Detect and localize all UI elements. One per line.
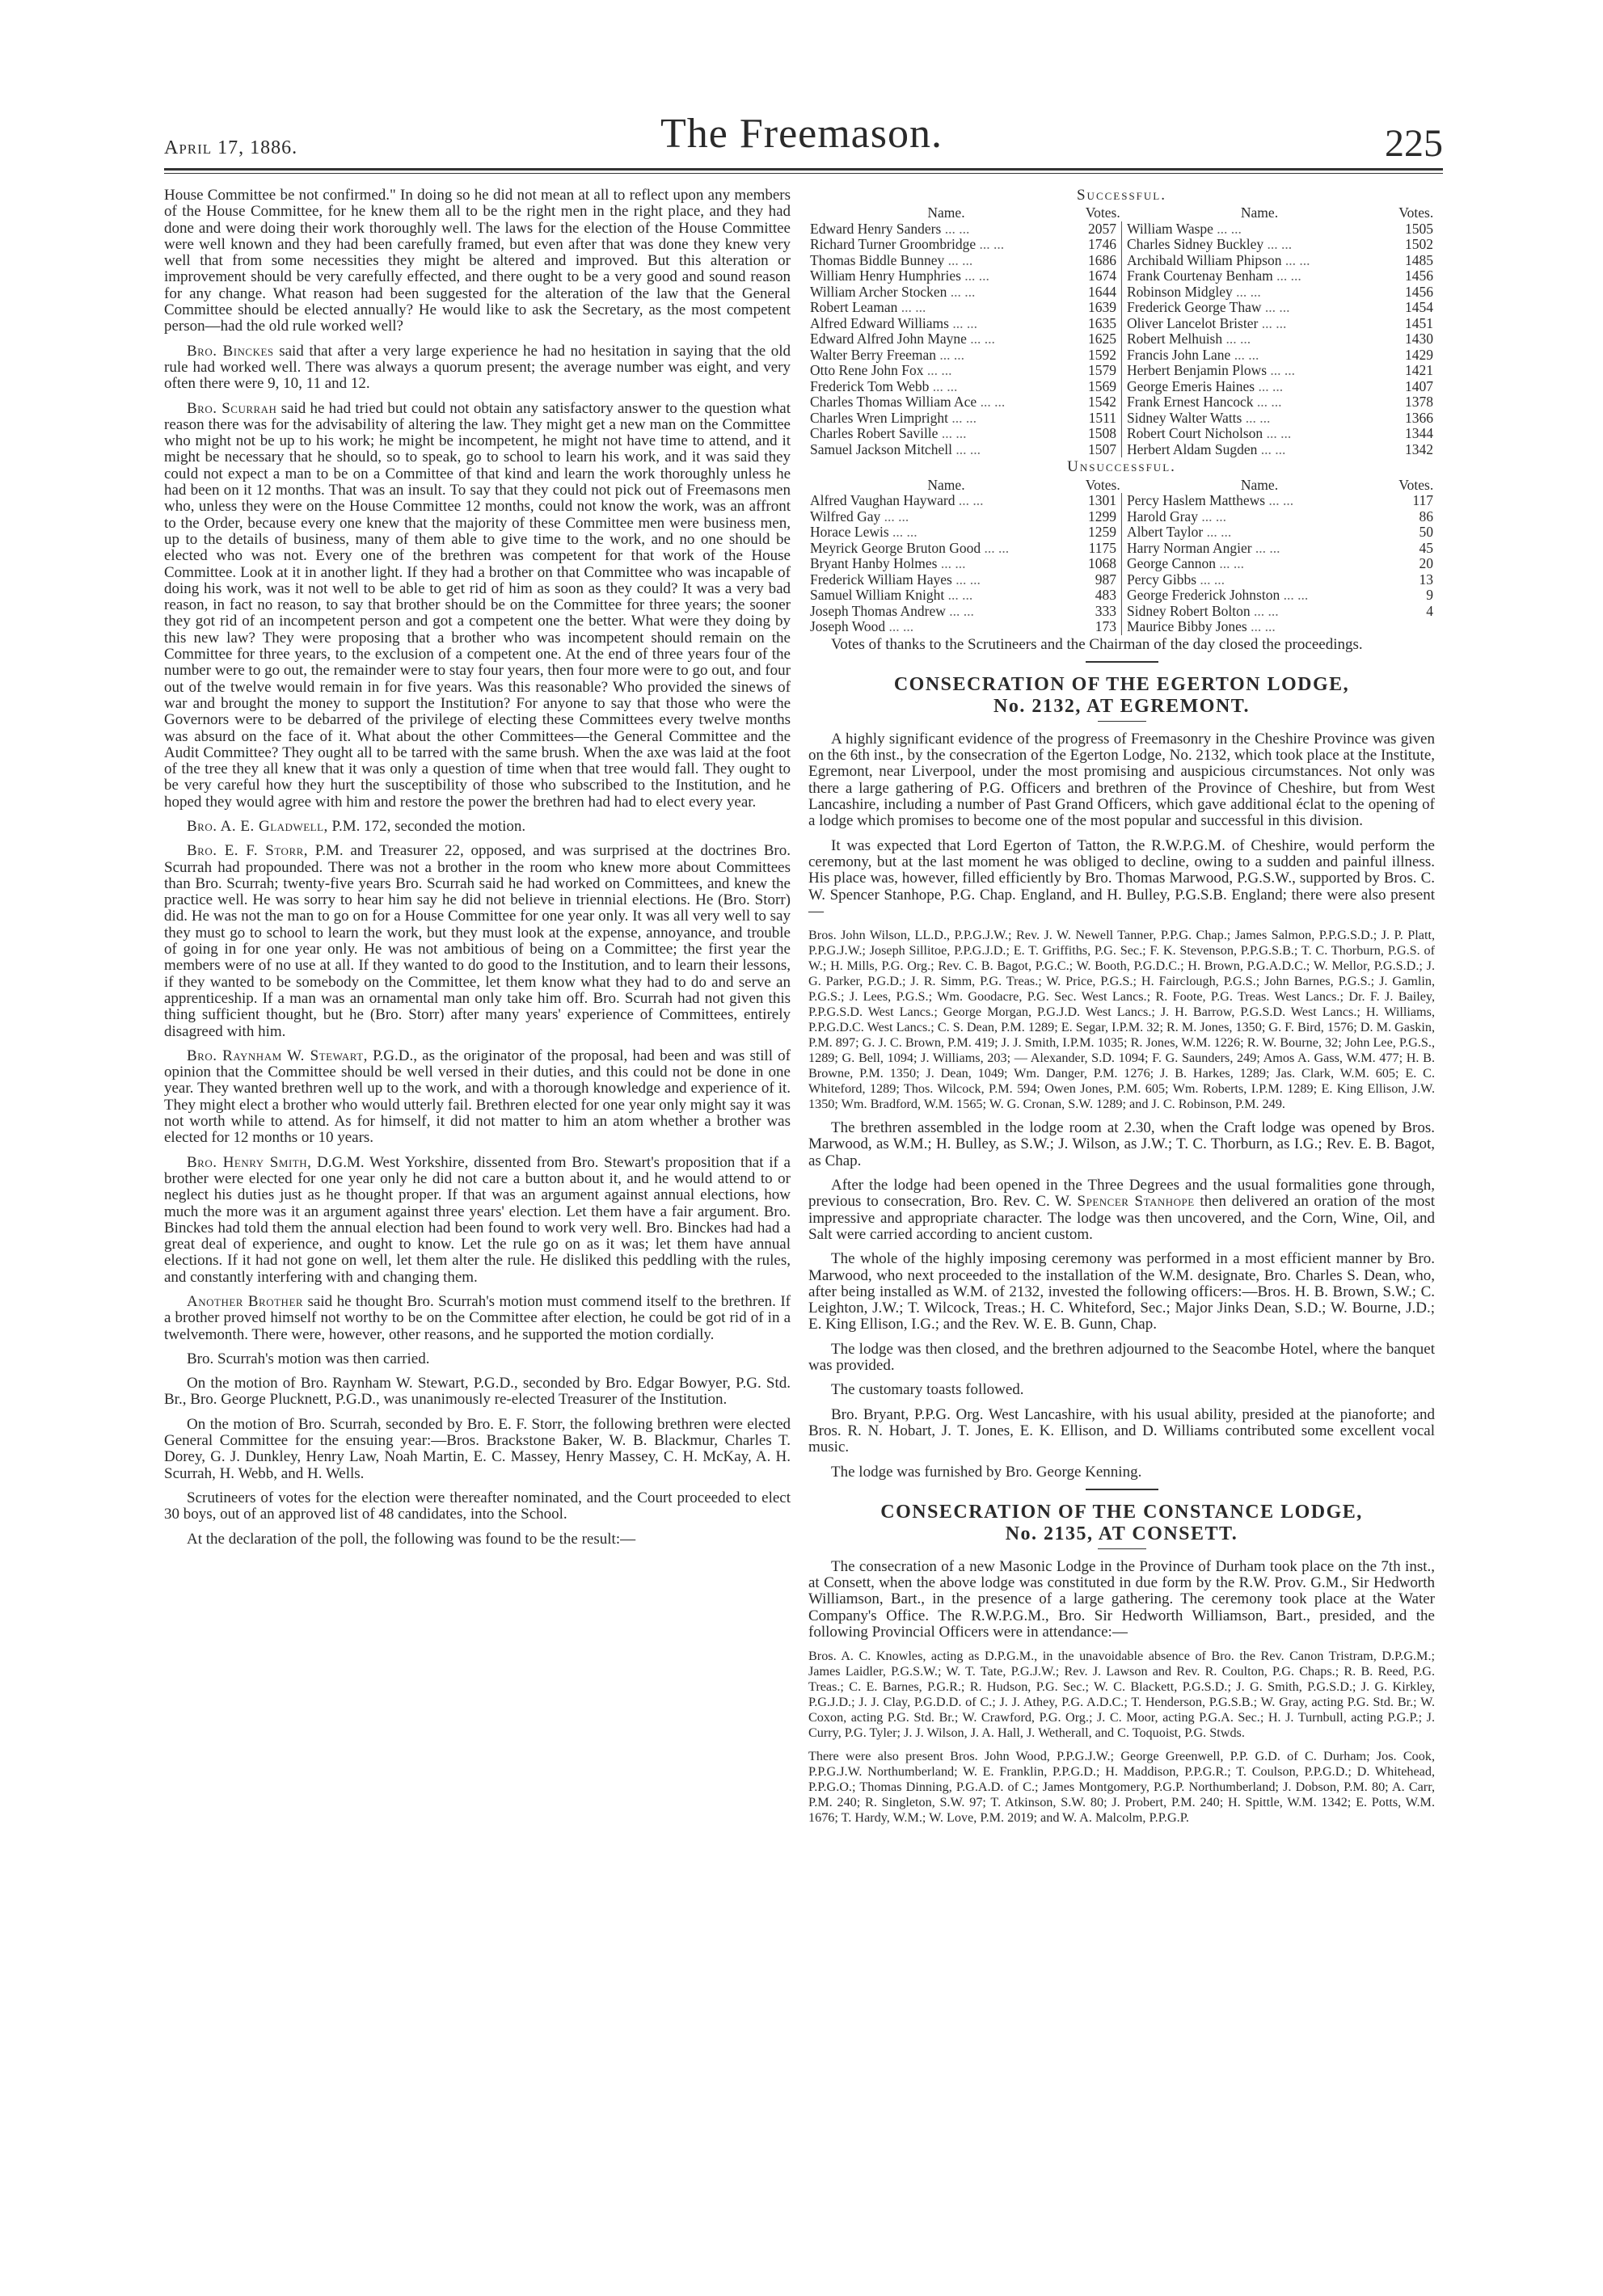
table-row xyxy=(808,237,1435,253)
candidate-name: Otto Rene John Fox ... ... xyxy=(808,363,1084,379)
vote-count: 1454 xyxy=(1405,299,1433,316)
candidate-name: Oliver Lancelot Brister ... ... xyxy=(1122,316,1398,332)
vote-count: 1644 xyxy=(1084,284,1122,301)
table-row xyxy=(808,379,1435,395)
candidate-name: Samuel William Knight ... ... xyxy=(808,588,1084,604)
paragraph: It was expected that Lord Egerton of Tatton, the R.W.P.G.M. of Cheshire, would perform the ceremony, but at the last moment he was obliged to decline, owing to a sudden and painful illness. His place was, however, filled efficiently by Bro. Thomas Marwood, P.G.S.W., supported by Bros. C. W. Spencer Stanhope, P.G. Chap. England, and H. Bulley, P.G.S.B. England; there were also present — xyxy=(808,836,1435,920)
table-row xyxy=(808,619,1435,635)
page-number: 225 xyxy=(1385,122,1443,165)
candidate-name: Frederick Tom Webb ... ... xyxy=(808,379,1084,395)
vote-count: 1746 xyxy=(1084,237,1122,253)
paragraph xyxy=(164,343,791,393)
candidate-name: Wilfred Gay ... ... xyxy=(808,509,1084,525)
table-row xyxy=(808,331,1435,348)
paragraph xyxy=(164,843,791,1040)
paragraph: The consecration of a new Masonic Lodge in the Province of Durham took place on the 7th inst., at Consett, when the above lodge was constituted in due form by the R.W. Prov. G.M., Sir Hedworth Williamson, Bart., in the presence of a large gathering. The ceremony took place at the Water Company's Office. The R.W.P.G.M., Bro. Sir Hedworth Williamson, Bart., presided, and the following Provincial Officers were in attendance:— xyxy=(808,1557,1435,1641)
vote-count: 173 xyxy=(1084,619,1122,635)
table-row xyxy=(808,556,1435,572)
candidate-name: Robert Melhuish ... ... xyxy=(1122,331,1398,348)
table-row xyxy=(808,509,1435,525)
vote-count: 1485 xyxy=(1405,251,1433,268)
candidate-name: George Cannon ... ... xyxy=(1122,556,1398,572)
table-row xyxy=(808,411,1435,427)
vote-count: 1569 xyxy=(1084,379,1122,395)
paragraph xyxy=(164,1417,791,1482)
candidate-name: Sidney Robert Bolton ... ... xyxy=(1122,604,1398,620)
vote-count: 1542 xyxy=(1084,394,1122,411)
paragraph-text: P.M. 172, seconded the motion. xyxy=(331,817,526,835)
vote-count: 2057 xyxy=(1084,221,1122,238)
successful-table-body xyxy=(808,221,1435,458)
vote-count: 1456 xyxy=(1405,268,1433,284)
vote-count: 4 xyxy=(1426,602,1433,619)
vote-count: 1635 xyxy=(1084,316,1122,332)
candidate-name: Frank Ernest Hancock ... ... xyxy=(1122,394,1398,411)
unsuccessful-table xyxy=(808,478,1435,635)
unsuccessful-table-body xyxy=(808,493,1435,635)
paragraph-text: said he thought Bro. Scurrah's motion must commend itself to the brethren. If a brother proved himself not worthy to be on the Committee after election, he could be got rid of in a twelvemonth. There were, however, other reasons, and he supported the motion cordially. xyxy=(164,1293,791,1343)
candidate-name: Walter Berry Freeman ... ... xyxy=(808,348,1084,364)
vote-count: 1451 xyxy=(1405,314,1433,331)
candidate-name: William Waspe ... ... xyxy=(1122,221,1398,238)
candidate-name: Frederick George Thaw ... ... xyxy=(1122,300,1398,316)
column-header: Name. xyxy=(927,476,965,493)
candidate-name: Harry Norman Angier ... ... xyxy=(1122,541,1398,557)
candidate-name: Horace Lewis ... ... xyxy=(808,524,1084,541)
heading-line: No. 2135, AT CONSETT. xyxy=(1005,1523,1238,1544)
candidate-name: Robert Leaman ... ... xyxy=(808,300,1084,316)
paragraph xyxy=(164,1048,791,1147)
candidate-name: Charles Sidney Buckley ... ... xyxy=(1122,237,1398,253)
paragraph: The lodge was furnished by Bro. George Kenning. xyxy=(831,1463,1142,1481)
vote-count: 1456 xyxy=(1405,283,1433,300)
speaker-name: Another Brother xyxy=(187,1293,304,1310)
motion-intro: On the motion of Bro. Raynham W. Stewart, xyxy=(187,1375,469,1392)
paragraph-text: P.G.D., as the originator of the proposal, had been and was still of opinion that the Committee should be well versed in their duties, and this could not be done in one year. They wanted brethren well up to the work, and with a thorough knowledge and experience of it. They might elect a brother who would utterly fail. Brethren elected for one year only might say it was not worth while to attend. As for himself, it did not matter to him an atom whether a brother was elected for 12 months or 10 years. xyxy=(164,1047,791,1147)
vote-count: 1430 xyxy=(1405,331,1433,348)
column-header: Votes. xyxy=(1085,204,1120,221)
candidate-name: George Frederick Johnston ... ... xyxy=(1122,588,1398,604)
candidate-name: Edward Alfred John Mayne ... ... xyxy=(808,331,1084,348)
speaker-name: Bro. Scurrah xyxy=(187,399,277,417)
heading-divider xyxy=(1098,1548,1146,1549)
table-header-row xyxy=(808,205,1435,221)
candidate-name: Robert Court Nicholson ... ... xyxy=(1122,426,1398,442)
vote-count: 1342 xyxy=(1405,440,1433,457)
successful-heading: Successful. xyxy=(1076,187,1166,204)
speaker-name: Bro. Henry Smith, xyxy=(187,1153,312,1171)
vote-count: 86 xyxy=(1419,508,1433,524)
candidate-name: Percy Gibbs ... ... xyxy=(1122,572,1398,588)
candidate-name: Sidney Walter Watts ... ... xyxy=(1122,411,1398,427)
paragraph-text: said that after a very large experience he had no hesitation in saying that the old rule had worked well. There was always a quorum present; the average number was eight, and very often there were 9, 10, 11 and 12. xyxy=(164,342,791,393)
table-row xyxy=(808,588,1435,604)
paragraph: The brethren assembled in the lodge room at 2.30, when the Craft lodge was opened by Bros. Marwood, as W.M.; H. Bulley, as S.W.; J. Wilson, as J.W.; T. C. Thorburn, as I.G.; Rev. E. B. Bagot, as Chap. xyxy=(808,1119,1435,1169)
masthead-rule-thick xyxy=(164,168,1443,171)
column-header: Name. xyxy=(1240,476,1279,493)
vote-count: 117 xyxy=(1412,492,1433,509)
candidate-name: Alfred Edward Williams ... ... xyxy=(808,316,1084,332)
vote-count: 1299 xyxy=(1084,509,1122,525)
candidate-name: Meyrick George Bruton Good ... ... xyxy=(808,541,1084,557)
vote-count: 45 xyxy=(1419,539,1433,556)
column-header: Name. xyxy=(1240,204,1279,221)
candidate-name: Frank Courtenay Benham ... ... xyxy=(1122,268,1398,284)
successful-table xyxy=(808,205,1435,457)
vote-count: 1366 xyxy=(1405,409,1433,426)
paragraph xyxy=(164,1375,791,1409)
table-row xyxy=(808,524,1435,541)
paragraph xyxy=(164,401,791,811)
table-row xyxy=(808,316,1435,332)
table-row xyxy=(808,363,1435,379)
heading-line: No. 2132, AT EGREMONT. xyxy=(993,695,1251,717)
table-row xyxy=(808,604,1435,620)
speaker-name: Bro. A. E. Gladwell, xyxy=(187,817,328,835)
table-row xyxy=(808,300,1435,316)
table-row xyxy=(808,493,1435,509)
column-header: Votes. xyxy=(1398,204,1434,221)
vote-count: 1579 xyxy=(1084,363,1122,379)
paragraph-text: seconded by Bro. E. F. Storr, the following brethren were elected General Committee for the ensuing year:—Bros. Brackstone Baker, W. B. Blackmur, Charles T. Dorey, G. J. Dunkley, Henry Law, Noah Martin, E. C. Massey, Henry Massey, C. H. McKay, A. H. Scurrah, H. Webb, and H. Wells. xyxy=(164,1415,791,1482)
vote-count: 1686 xyxy=(1084,253,1122,269)
vote-count: 1421 xyxy=(1405,362,1433,379)
right-column xyxy=(808,187,1435,1834)
candidate-name: Edward Henry Sanders ... ... xyxy=(808,221,1084,238)
candidate-name: Charles Robert Saville ... ... xyxy=(808,426,1084,442)
table-row xyxy=(808,284,1435,301)
candidate-name: Thomas Biddle Bunney ... ... xyxy=(808,253,1084,269)
paragraph: A highly significant evidence of the progress of Freemasonry in the Cheshire Province was given on the 6th inst., by the consecration of the Egerton Lodge, No. 2132, which took place at the Institute, Egremont, near Liverpool, under the most promising and auspicious circumstances. Not only was there a large gathering of P.G. Officers and brethren of the Province of Cheshire, but from West Lancashire, including a number of Past Grand Officers, which gave additional éclat to the opening of a lodge which promises to become one of the most popular and successful in this division. xyxy=(808,730,1435,830)
candidate-name: Samuel Jackson Mitchell ... ... xyxy=(808,442,1084,458)
candidate-name: Alfred Vaughan Hayward ... ... xyxy=(808,493,1084,509)
candidate-name: Herbert Benjamin Plows ... ... xyxy=(1122,363,1398,379)
vote-count: 1175 xyxy=(1084,541,1122,557)
candidate-name: Bryant Hanby Holmes ... ... xyxy=(808,556,1084,572)
paragraph: The lodge was then closed, and the brethren adjourned to the Seacombe Hotel, where the banquet was provided. xyxy=(808,1340,1435,1375)
candidate-name: Percy Haslem Matthews ... ... xyxy=(1122,493,1398,509)
table-row xyxy=(808,348,1435,364)
vote-count xyxy=(1398,619,1436,635)
vote-count: 987 xyxy=(1084,572,1122,588)
vote-count: 1344 xyxy=(1405,425,1433,442)
vote-count: 9 xyxy=(1426,587,1433,604)
vote-count: 1625 xyxy=(1084,331,1122,348)
vote-count: 1592 xyxy=(1084,348,1122,364)
vote-count: 1511 xyxy=(1084,411,1122,427)
candidate-name: Richard Turner Groombridge ... ... xyxy=(808,237,1084,253)
candidate-name: Herbert Aldam Sugden ... ... xyxy=(1122,442,1398,458)
article-heading xyxy=(808,1502,1435,1545)
vote-count: 333 xyxy=(1084,604,1122,620)
speaker-name: Bro. Binckes xyxy=(187,342,274,360)
candidate-name: Maurice Bibby Jones ... ... xyxy=(1122,619,1398,635)
speaker-name: Spencer Stanhope xyxy=(1077,1193,1195,1211)
candidate-name: Joseph Thomas Andrew ... ... xyxy=(808,604,1084,620)
table-row xyxy=(808,426,1435,442)
paragraph xyxy=(164,1294,791,1343)
paragraph: The customary toasts followed. xyxy=(831,1381,1024,1399)
vote-count: 50 xyxy=(1419,524,1433,541)
table-row xyxy=(808,394,1435,411)
section-divider xyxy=(1086,661,1158,663)
vote-count: 1639 xyxy=(1084,300,1122,316)
vote-count: 1068 xyxy=(1084,556,1122,572)
unsuccessful-heading: Unsuccessful. xyxy=(1067,458,1176,476)
vote-count: 1507 xyxy=(1084,442,1122,458)
table-row xyxy=(808,442,1435,458)
candidate-name: William Archer Stocken ... ... xyxy=(808,284,1084,301)
paragraph-text: then delivered an oration of the most impressive and appropriate character. The lodge was then uncovered, and the Corn, Wine, Oil, and Salt were carried according to ancient custom. xyxy=(808,1193,1436,1243)
paragraph-text: D.G.M. West Yorkshire, dissented from Bro. Stewart's proposition that if a brother were elected for one year only he did not care a button about it, and he would attend to or neglect his duties just as he thought proper. If that was an argument against annual elections, how much the more was it an argument against three years' election. Let them have a fair argument. Bro. Binckes had told them the annual election had been found to work very well. Bro. Binckes had had a great deal of experience, and ought to know. Let the rule go on as it was; let them have annual elections. If it had not gone on well, let them alter the rule. He disliked this peddling with the rules, and constantly interfering with and changing them. xyxy=(164,1153,791,1286)
paragraph-text: P.G.D., seconded by Bro. Edgar Bowyer, P.G. Std. Br., Bro. George Plucknett, P.G.D., was unanimously re-elected Treasurer of the Institution. xyxy=(164,1375,791,1409)
table-row xyxy=(808,268,1435,284)
issue-date: April 17, 1886. xyxy=(164,137,298,158)
table-row xyxy=(808,541,1435,557)
candidate-name: Albert Taylor ... ... xyxy=(1122,524,1398,541)
paragraph-text: After the lodge had been opened in the Three Degrees and the usual formalities gone through, previous to consecration, Bro. Rev. C. W. xyxy=(808,1177,1435,1211)
paragraph: House Committee be not confirmed." In doing so he did not mean at all to reflect upon any members of the House Committee, for he knew them all to be the right men in the right place, and they had done and were doing their work thoroughly well. The laws for the election of the House Committee were well known and they had been carefully framed, but even after that was done they knew very well that from some necessities they might be altered and improved. But this alteration or improvement should be very carefully effected, and there ought to be a very good and sound reason for any change. What reason had been suggested for the alteration of the law that the General Committee should be elected annually? He would like to ask the Secretary, as the most competent person—had the old rule worked well? xyxy=(164,187,791,335)
masthead-rule-thin xyxy=(164,173,1443,174)
newspaper-title: The Freemason. xyxy=(660,111,943,157)
heading-line: CONSECRATION OF THE CONSTANCE LODGE, xyxy=(880,1501,1363,1523)
paragraph: The whole of the highly imposing ceremony was performed in a most efficient manner by Bro. Marwood, who next proceeded to the installation of the W.M. designate, Bro. Charles S. Dean, who, after being installed as W.M. of 2132, invested the following officers:—Bros. H. B. Brown, S.W.; C. Leighton, J.W.; T. Wilcock, Treas.; H. C. Whiteford, Sec.; Major Jinks Dean, S.D.; W. Bourne, J.D.; E. King Ellison, I.G.; and the Rev. W. E. B. Gunn, Chap. xyxy=(808,1250,1435,1333)
paragraph: Bro. Scurrah's motion was then carried. xyxy=(187,1350,430,1367)
candidate-name: George Emeris Haines ... ... xyxy=(1122,379,1398,395)
table-row xyxy=(808,572,1435,588)
paragraph xyxy=(808,1177,1435,1243)
column-header: Name. xyxy=(927,204,965,221)
candidate-name: Joseph Wood ... ... xyxy=(808,619,1084,635)
left-column xyxy=(164,187,791,1556)
column-header: Votes. xyxy=(1398,476,1434,493)
table-row xyxy=(808,253,1435,269)
paragraph: At the declaration of the poll, the following was found to be the result:— xyxy=(187,1530,636,1548)
paragraph-text: P.M. and Treasurer 22, opposed, and was surprised at the doctrines Bro. Scurrah had propounded. There was not a brother in the room who knew more about Committees than Bro. Scurrah; twenty-five years Bro. Scurrah said he had worked on Committees, and knew the practice well. He was sorry to hear him say he did not believe in triennial elections. He (Bro. Storr) did. He was not the man to go on for a House Committee for one year only. It was all very well to say they must go to school to learn the work, but they must look at the expense, annoyance, and trouble of going in for one year only. He was not ambitious of being on a Committee; the first year the members were of no use at all. If they wanted to do good to the Institution, and to learn their lessons, if they wanted to be somebody on the Committee, let them know what they had to do and serve an apprenticeship. If a man was an ornamental man only take him off. Bro. Scurrah had not given this thing sufficient thought, but he (Bro. Storr) after many years' experience of Committees, entirely disagreed with him. xyxy=(164,842,791,1040)
column-header: Votes. xyxy=(1085,476,1120,493)
vote-count: 1301 xyxy=(1084,493,1122,509)
vote-count: 1508 xyxy=(1084,426,1122,442)
speaker-name: Bro. E. F. Storr, xyxy=(187,842,309,860)
attendee-list: Bros. A. C. Knowles, acting as D.P.G.M., in the unavoidable absence of Bro. the Rev. Canon Tristram, D.P.G.M.; James Laidler, P.G.S.W.; W. T. Tate, P.G.J.W.; Rev. J. Lawson and Rev. R. Coulton, P.G. Chaps.; R. B. Reed, P.G. Treas.; C. E. Barnes, P.G.R.; R. Hudson, P.G. Sec.; W. C. Blackett, P.G.S.D.; J. G. Smith, P.G.S.D.; J. G. Kirkley, P.G.J.D.; J. J. Clay, P.G.D.D. of C.; J. J. Athey, P.G. A.D.C.; T. Henderson, P.G.S.B.; W. Gray, acting P.G. Std. Br.; W. Coxon, acting P.G. Std. Br.; W. Crawford, P.G. Org.; J. C. Moor, acting P.G.A. Sec.; H. J. Turnbull, acting P.G.P.; J. Curry, P.G. Tyler; J. J. Wilson, J. A. Hall, J. Wetherall, and C. Toquoist, P.G. Stwds. xyxy=(808,1649,1435,1741)
candidate-name: William Henry Humphries ... ... xyxy=(808,268,1084,284)
vote-count: 1429 xyxy=(1405,346,1433,363)
speaker-name: Bro. Raynham W. Stewart, xyxy=(187,1047,368,1064)
candidate-name: Robinson Midgley ... ... xyxy=(1122,284,1398,301)
vote-count: 1674 xyxy=(1084,268,1122,284)
vote-count: 20 xyxy=(1419,555,1433,572)
motion-intro: On the motion of Bro. Scurrah, xyxy=(187,1415,382,1433)
vote-count: 1407 xyxy=(1405,377,1433,394)
candidate-name: Charles Thomas William Ace ... ... xyxy=(808,394,1084,411)
attendee-list: Bros. John Wilson, LL.D., P.P.G.J.W.; Rev. J. W. Newell Tanner, P.P.G. Chap.; James Salmon, P.P.G.S.D.; J. P. Platt, P.P.G.J.W.; Joseph Sillitoe, P.P.G.J.D.; E. T. Griffiths, P.G. Sec.; F. K. Stevenson, P.P.G.S.B.; T. C. Thorburn, P.G.S. of W.; H. Mills, P.G. Org.; Rev. C. B. Bagot, P.G.C.; W. Booth, P.G.D.C.; H. Brown, P.G.A.D.C.; W. Mellor, P.G.S.D.; J. G. Parker, P.G.D.; J. R. Simm, P.G. Treas.; W. Price, P.G.S.; H. Fairclough, P.G.S.; John Barnes, P.G.S.; J. Gamlin, P.G.S.; J. Lees, P.G.S.; Wm. Goodacre, P.G. Sec. West Lancs.; R. Foote, P.G. Treas. West Lancs.; Dr. F. J. Bailey, P.P.G.S.D. West Lancs.; George Morgan, P.G.J.D. West Lancs.; J. H. Barrow, P.G.S.D. West Lancs.; H. Williams, P.P.G.D.C. West Lancs.; C. S. Dean, P.M. 1289; E. Segar, I.P.M. 32; R. M. Jones, 1350; G. F. Bird, 1576; D. M. Gaskin, P.M. 897; G. J. C. Brown, P.M. 419; J. J. Smith, I.P.M. 1035; R. Jones, W.M. 1226; R. W. Bourne, 32; John Lee, P.G.S., 1289; G. Bell, 1094; J. Williams, 203; — Alexander, S.D. 1094; F. G. Saunders, 249; Amos A. Gass, W.M. 477; H. B. Browne, P.M. 1350; J. Dean, 1049; Wm. Danger, P.M. 1276; J. B. Harkes, 1289; Jas. Clark, W.M. 605; E. C. Whiteford, 1289; Thos. Wilcock, P.M. 594; Owen Jones, P.M. 605; Wm. Roberts, I.P.M. 1289; E. King Ellison, J.W. 1350; Wm. Bradford, W.M. 1565; W. G. Cronan, S.W. 1289; and J. C. Robinson, P.M. 249. xyxy=(808,928,1435,1112)
vote-count: 1378 xyxy=(1405,394,1433,411)
paragraph: Bro. Bryant, P.P.G. Org. West Lancashire, with his usual ability, presided at the pianoforte; and Bros. R. N. Hobart, J. T. Jones, E. K. Ellison, and D. Williams contributed some excellent vocal music. xyxy=(808,1405,1435,1456)
candidate-name: Frederick William Hayes ... ... xyxy=(808,572,1084,588)
paragraph: Scrutineers of votes for the election were thereafter nominated, and the Court proceeded to elect 30 boys, out of an approved list of 48 candidates, into the School. xyxy=(164,1489,791,1523)
paragraph xyxy=(164,819,791,835)
candidate-name: Harold Gray ... ... xyxy=(1122,509,1398,525)
paragraph-text: said he had tried but could not obtain any satisfactory answer to the question what reason there was for the advisability of altering the law. They might get a new man on the Committee who might not be up to his work; he might be incompetent, he might not have time to attend, and it might be necessary that he should, so to speak, go to school to learn his work, and it was said they could not expect a man to be on a Committee of that kind and learn the work thoroughly unless he had been on it 12 months. That was an insult. To say that they could not pick out of Freemasons men who, unless they were on the House Committee 12 months, could not know the work, was an affront to the Order, because every one knew that the majority of these Committee men were business men, up to the details of business, many of them able to give time to the work, and no one should be elected who was not. Every one of the brethren was competent for that work of the House Committee. Look at it in another light. If they had a brother on that Committee who was incapable of doing his work, was it not well to be able to get rid of him as soon as they could? It was a very bad reason, in fact no reason, to say that brother should be on the Committee for three years; the sooner they got rid of an incompetent person and got a competent one the better. What were they doing by this new law? They were proposing that a brother who was incompetent should remain on the Committee for three years, to the exclusion of a competent one. At the end of three years four of the number were to go out, the remainder were to stay four years, then four more were to go out, and four out of the twelve would remain in for five years. Was this reasonable? Who provided the sinews of war and brought the money to support the Institution? For anyone to say that those who were the Governors were to be debarred of the privilege of electing these Committees every twelve months was absurd on the face of it. What about the other Committees—the General Committee and the Audit Committee? They ought all to be tarred with the same brush. When the axe was laid at the foot of the tree they all knew that it was only a question of time when that tree would fall. They ought to be very careful how they hurt the susceptibility of those who subscribed to the Institution, and he hoped they would agree with him and restore the power the brethren had had to elect every year. xyxy=(164,399,791,811)
article-heading xyxy=(808,674,1435,718)
section-divider xyxy=(1086,1489,1158,1490)
paragraph: Votes of thanks to the Scrutineers and the Chairman of the day closed the proceedings. xyxy=(831,635,1363,653)
heading-divider xyxy=(1098,721,1146,722)
attendee-list: There were also present Bros. John Wood, P.P.G.J.W.; George Greenwell, P.P. G.D. of C. Durham; Jos. Cook, P.P.G.J.W. Northumberland; W. E. Franklin, P.P.G.D.; H. Maddison, P.P.G.R.; T. Coulson, P.P.G.D.; D. Whitehead, P.P.G.O.; Thomas Dinning, P.G.A.D. of C.; James Montgomery, P.G.P. Northumberland; J. Dobson, P.M. 80; A. Carr, P.M. 240; R. Singleton, S.W. 97; T. Atkinson, S.W. 80; J. Probert, P.M. 240; H. Spittle, W.M. 1342; E. Potts, W.M. 1676; T. Hardy, W.M.; W. Love, P.M. 2019; and W. A. Malcolm, P.P.G.P. xyxy=(808,1749,1435,1826)
candidate-name: Francis John Lane ... ... xyxy=(1122,348,1398,364)
vote-count: 483 xyxy=(1084,588,1122,604)
candidate-name: Archibald William Phipson ... ... xyxy=(1122,253,1398,269)
vote-count: 1505 xyxy=(1405,220,1433,237)
heading-line: CONSECRATION OF THE EGERTON LODGE, xyxy=(893,673,1350,695)
vote-count: 1502 xyxy=(1405,236,1433,253)
candidate-name: Charles Wren Limpright ... ... xyxy=(808,411,1084,427)
table-row xyxy=(808,221,1435,238)
vote-count: 1259 xyxy=(1084,524,1122,541)
table-header-row xyxy=(808,478,1435,494)
vote-count: 13 xyxy=(1419,571,1433,588)
paragraph xyxy=(164,1155,791,1286)
